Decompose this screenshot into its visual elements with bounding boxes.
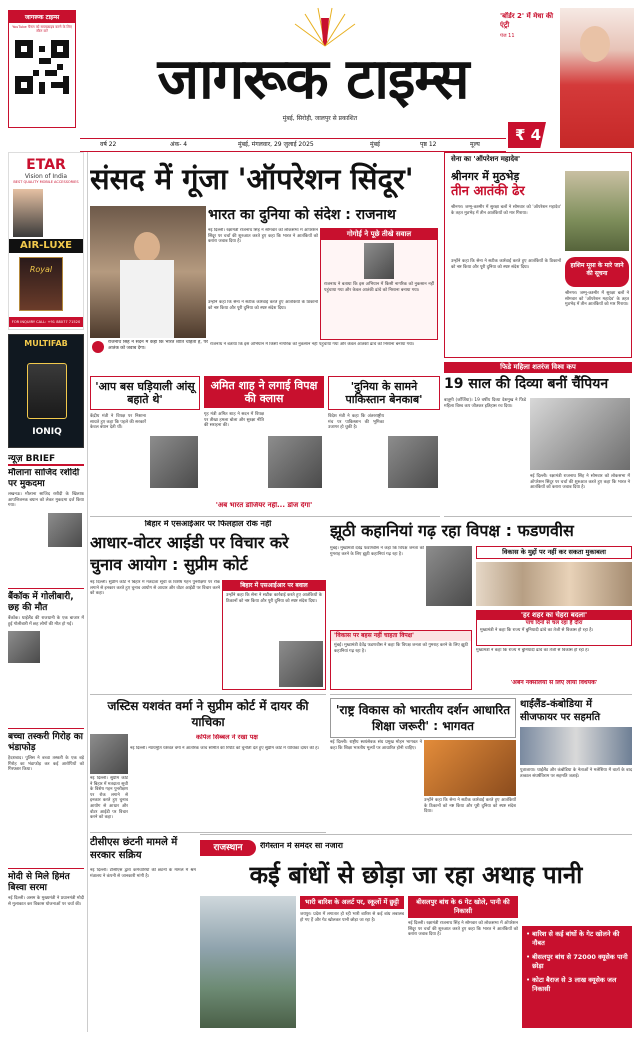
vikas-box-title: 'हर शहर का चेहरा बदला'	[477, 611, 631, 620]
dateline-bar	[80, 138, 506, 152]
lead-subhead: भारत का दुनिया को संदेश : राजनाथ	[208, 207, 396, 223]
rajasthan-photo	[200, 896, 296, 1028]
sc-box-photo	[279, 641, 323, 687]
sc-kicker: बिहार में एसआईआर पर फिलहाल रोक नहीं	[144, 520, 272, 528]
dateline-city: मुंबई	[370, 141, 380, 148]
sub-story-2	[204, 376, 324, 510]
om-badge	[565, 257, 629, 287]
multifab-brand: MULTIFAB	[24, 339, 68, 348]
qr-box	[8, 10, 76, 128]
etar-brand: ETAR	[26, 157, 66, 173]
sub-story-text: गृह मंत्री अमित शाह ने सदन में विपक्ष पर तीखा हमला बोला और सुरक्षा नीति की सराहना की।	[204, 412, 264, 429]
sub-story-photo	[388, 436, 438, 488]
rajasthan-bullet	[526, 953, 628, 971]
fadnavis-box-text: मुंबई। मुख्यमंत्री देवेंद्र फडणवीस ने कहा कि विपक्ष जनता को गुमराह करने के लिए झूठी कहानियां गढ़ रहा है।	[334, 643, 468, 654]
om-title-main: तीन आतंकी ढेर	[451, 184, 525, 199]
sub-story-1	[90, 376, 200, 510]
fadnavis-photo	[426, 546, 472, 606]
divider-line	[200, 834, 632, 835]
fadnavis-box	[330, 630, 472, 690]
brief-photo	[48, 513, 82, 547]
justice-text: नई दिल्ली। न्यायमूर्ति यशवंत वर्मा ने आंतरिक जांच समिति की रिपोर्ट को चुनौती देते हुए सुप्रीम कोर्ट में याचिका दायर की है।	[130, 746, 320, 751]
brief-text: बैंकॉक। थाईलैंड की राजधानी के एक बाजार में हुई गोलीबारी में छह लोगों की मौत हो गई।	[8, 616, 84, 627]
gogoi-title: गोगोई ने पूछे तीखे सवाल	[321, 229, 437, 240]
masthead-title: जागरूक टाइम्स	[157, 47, 469, 112]
brief-text: नई दिल्ली। असम के मुख्यमंत्री ने प्रधानमंत्री मोदी से मुलाकात कर विकास योजनाओं पर चर्चा की।	[8, 896, 84, 907]
etar-model-photo	[13, 189, 43, 237]
divider-line	[444, 516, 632, 517]
dcp-headline: टीसीएस छंटनी मामले में सरकार सक्रिय	[90, 837, 178, 861]
sub-story-text: केंद्रीय मंत्री ने विपक्ष पर निशाना साधते हुए कहा कि पहले की सरकारें केवल बयान देती थीं।	[90, 414, 146, 431]
rajasthan-bullet-text: बारिश से कई बांधों के गेट खोलने की नौबत	[532, 930, 620, 947]
masthead-tagline: मुंबई, सिरोही, जालपुर से प्रकाशित	[282, 115, 358, 122]
dateline-issue: अंक- 4	[170, 141, 188, 148]
sub-story-title: 'दुनिया के सामने पाकिस्तान बेनकाब'	[328, 376, 440, 410]
lead-text-1: नई दिल्ली। रक्षामंत्री राजनाथ सिंह ने सोमवार को लोकसभा में ऑपरेशन सिंदूर पर चर्चा की शुरुआत करते हुए कहा कि भारत ने आतंकियों को करारा जवाब दिया है।	[208, 228, 318, 245]
bullet-icon: •	[526, 976, 531, 984]
sub-story-photo	[268, 436, 322, 488]
rajasthan-bullet	[526, 976, 628, 994]
thai-headline: थाईलैंड-कंबोडिया में सीजफायर पर सहमति	[520, 699, 601, 723]
teaser-page: पेज 11	[500, 33, 515, 39]
ioniq-brand: IONIQ	[32, 427, 62, 437]
brief-item	[8, 588, 84, 728]
sc-box-text: उन्होंने कहा कि सेना ने सटीक कार्रवाई करते हुए आतंकियों के ठिकानों को नष्ट किया और पूरी दुनिया को स्पष्ट संदेश दिया।	[226, 593, 322, 604]
lead-headline: संसद में गूंजा 'ऑपरेशन सिंदूर'	[90, 162, 414, 196]
brief-title: बच्चा तस्करी गिरोह का भंडाफोड़	[8, 732, 83, 753]
bhagwat-text-2: उन्होंने कहा कि सेना ने सटीक कार्रवाई करते हुए आतंकियों के ठिकानों को नष्ट किया और पूरी दुनिया को स्पष्ट संदेश दिया।	[424, 798, 516, 815]
brief-title: बैंकॉक में गोलीबारी, छह की मौत	[8, 592, 74, 613]
chess-text-2: नई दिल्ली। रक्षामंत्री राजनाथ सिंह ने सोमवार को लोकसभा में ऑपरेशन सिंदूर पर चर्चा की शुरुआत करते हुए कहा कि भारत ने आतंकियों को करारा जवाब दिया है।	[530, 474, 630, 491]
lead-caption: राजनाथ सिंह ने सदन में कहा कि भारत शांति चाहता है, पर आतंक को जवाब देगा।	[108, 340, 208, 351]
qr-subtitle: YouTube चैनल को सब्सक्राइब करने के लिए स्कैन करें	[12, 25, 72, 34]
fadnavis-text: मुंबई। मुख्यमंत्री देवेंद्र फडणवीस ने कहा कि विपक्ष जनता को गुमराह करने के लिए झूठी कहानियां गढ़ रहा है।	[330, 546, 424, 557]
vikas-photo-strip	[476, 562, 632, 606]
chess-title: 19 साल की दिव्या बनीं चैंपियन	[444, 376, 609, 393]
operation-mahadev-box	[444, 152, 632, 358]
justice-sub: कपिल सिब्बल ने रखा पक्ष	[196, 734, 258, 741]
rajasthan-bullet-text: बीसलपुर बांध से 72000 क्यूसेक पानी छोड़ा	[532, 953, 628, 970]
bullet-icon: •	[526, 953, 531, 961]
divider-line	[90, 694, 326, 695]
dateline-year: वर्ष 22	[100, 141, 117, 148]
sc-box-title: बिहार में एसआईआर पर बवाल	[223, 581, 325, 591]
brief-photo	[8, 631, 40, 663]
teaser-photo	[560, 8, 634, 148]
etar-royal: Royal	[29, 265, 53, 274]
news-brief-label	[8, 452, 84, 466]
om-photo	[565, 171, 629, 251]
etar-product-name: AIR-LUXE	[9, 239, 83, 253]
gogoi-box	[320, 228, 438, 340]
rajasthan-box-text: नई दिल्ली। रक्षामंत्री राजनाथ सिंह ने सोमवार को लोकसभा में ऑपरेशन सिंदूर पर चर्चा की शुरुआत करते हुए कहा कि भारत ने आतंकियों को करारा जवाब दिया है।	[408, 921, 518, 938]
bullet-icon: •	[526, 930, 531, 938]
quote-line: 'अब भारत डोजियर नहीं... डोज देगा'	[215, 502, 313, 509]
rajasthan-bullet-text: कोटा बैराज से 3 लाख क्यूसेक जल निकासी	[532, 976, 617, 993]
etar-contact: FOR INQUIRY CALL: +91 88077 71520	[9, 317, 83, 327]
news-brief-column	[8, 468, 84, 1028]
fadnavis-headline: झूठी कहानियां गढ़ रहा विपक्ष : फडणवीस	[330, 521, 574, 540]
dateline-price: मूल्य	[470, 141, 480, 148]
om-title-top: श्रीनगर में मुठभेड़	[451, 170, 520, 183]
divider-line	[90, 832, 326, 833]
teaser-title: 'बॉर्डर 2' में मेधा की एंट्री	[500, 12, 554, 29]
rajasthan-bullets	[522, 926, 632, 1028]
rajasthan-box-text: जयपुर। प्रदेश में लगातार हो रही भारी बारिश से कई बांध लबालब हो गए हैं और गेट खोलकर पानी छोड़ा जा रहा है।	[300, 912, 404, 923]
bhagwat-story	[330, 698, 516, 832]
qr-code[interactable]	[15, 40, 69, 94]
fadnavis-box-title: 'विकास पर बहस नहीं चाहता विपक्ष'	[331, 631, 471, 641]
rajasthan-headline: कई बांधों से छोड़ा जा रहा अथाह पानी	[249, 861, 583, 889]
brief-title: मौलाना साजिद रशीदी पर मुकदमा	[8, 468, 80, 489]
dateline-date: मुंबई, मंगलवार, 29 जुलाई 2025	[238, 141, 314, 148]
powerbank-image	[27, 363, 67, 419]
sc-box	[222, 580, 326, 690]
divider-line	[90, 516, 440, 517]
brief-text: लखनऊ। मौलाना साजिद रशीदी के खिलाफ आपत्तिजनक बयान को लेकर मुकदमा दर्ज किया गया।	[8, 492, 84, 509]
bhagwat-text: नई दिल्ली। राष्ट्रीय स्वयंसेवक संघ प्रमुख मोहन भागवत ने कहा कि शिक्षा भारतीय मूल्यों पर आधारित होनी चाहिए।	[330, 740, 422, 751]
rajasthan-tagline: रेगिस्तान में समंदर सा नजारा	[260, 842, 343, 850]
rajasthan-label-text: राजस्थान	[213, 843, 243, 853]
divider-line	[330, 694, 632, 695]
rajasthan-box-2	[408, 896, 518, 1028]
qr-title: जागरूक टाइम्स	[9, 11, 75, 23]
vikas-sub2: 'अर्बन नक्सलियों से लिए लाया विधेयक'	[510, 680, 598, 686]
multifab-ad[interactable]	[8, 334, 84, 448]
rajasthan-bullet	[526, 930, 628, 948]
thai-text: पुत्राजाया। थाईलैंड और कंबोडिया के नेताओं ने मलेशिया में वार्ता के बाद तत्काल संघर्षविराम पर सहमति जताई।	[520, 768, 632, 779]
bhagwat-photo	[424, 740, 516, 796]
brief-text: हैदराबाद। पुलिस ने बच्चा तस्करी के एक बड़े गिरोह का भंडाफोड़ कर कई आरोपियों को गिरफ्तार किया।	[8, 756, 84, 773]
rajasthan-box-title: भारी बारिश के अलर्ट पर, स्कूलों में छुट्टी	[300, 896, 404, 909]
dateline-pages: पृष्ठ 12	[420, 141, 437, 148]
brief-item	[8, 868, 84, 1008]
column-divider	[87, 152, 88, 1032]
vikas-text: मुख्यमंत्री ने कहा कि राज्य में बुनियादी ढांचे का तेजी से विकास हो रहा है।	[476, 648, 590, 653]
lead-text-3: राजनाथ ने बताया कि इस अभियान में किसी नागरिक को नुकसान नहीं पहुंचाया गया और केवल आतंकी ढांचे को निशाना बनाया गया।	[210, 342, 415, 347]
justice-text-2: नई दिल्ली। सुप्रीम कोर्ट ने बिहार में मतदाता सूची के विशेष गहन पुनरीक्षण पर रोक लगाने से इनकार करते हुए चुनाव आयोग से आधार और वोटर आईडी पर विचार करने को कहा।	[90, 776, 128, 821]
rajasthan-box-1	[300, 896, 404, 1028]
sub-story-3	[328, 376, 440, 510]
lead-text-2: उन्होंने कहा कि सेना ने सटीक कार्रवाई करते हुए आतंकियों के ठिकानों को नष्ट किया और पूरी दुनिया को स्पष्ट संदेश दिया।	[208, 300, 318, 311]
vikas-box	[476, 610, 632, 646]
sc-text: नई दिल्ली। सुप्रीम कोर्ट ने बिहार में मतदाता सूची के विशेष गहन पुनरीक्षण पर रोक लगाने से इनकार करते हुए चुनाव आयोग से आधार और वोटर आईडी पर विचार करने को कहा।	[90, 580, 220, 597]
price-value: ₹ 4	[514, 126, 542, 144]
brief-title: मोदी से मिले हिमंत बिस्वा सरमा	[8, 872, 70, 893]
masthead-pen-logo	[290, 6, 360, 48]
brief-item	[8, 468, 84, 588]
gogoi-photo	[364, 243, 394, 279]
sub-story-text: विदेश मंत्री ने कहा कि अंतरराष्ट्रीय मंच पर पाकिस्तान की भूमिका उजागर हो चुकी है।	[328, 414, 384, 431]
red-bullet-icon	[92, 341, 104, 353]
gogoi-text: राजनाथ ने बताया कि इस अभियान में किसी नागरिक को नुकसान नहीं पहुंचाया गया और केवल आतंकी ढांचे को निशाना बनाया गया।	[324, 282, 434, 293]
rajasthan-label	[200, 840, 256, 856]
lead-photo	[90, 206, 206, 338]
sc-headline: आधार-वोटर आईडी पर विचार करे चुनाव आयोग : सुप्रीम कोर्ट	[90, 533, 289, 574]
thai-photo	[520, 727, 632, 765]
etar-subline: BEST QUALITY MOBILE ACCESSORIES	[13, 180, 79, 184]
bhagwat-headline: 'राष्ट्र विकास को भारतीय दर्शन आधारित शिक्षा जरूरी' : भागवत	[330, 698, 516, 738]
etar-ad[interactable]	[8, 152, 84, 330]
om-text: श्रीनगर। जम्मू-कश्मीर में सुरक्षा बलों ने सोमवार को 'ऑपरेशन महादेव' के तहत मुठभेड़ में तीन आतंकियों को मार गिराया।	[451, 205, 561, 216]
rajasthan-box-title: बीसलपुर बांध के 6 गेट खोले, पानी की निकासी	[408, 896, 518, 918]
etar-tagline: Vision of India	[24, 173, 68, 180]
dcp-text: नई दिल्ली। टीसीएस द्वारा कर्मचारियों की छंटनी के मामले में श्रम मंत्रालय ने कंपनी से जानकारी मांगी है।	[90, 868, 196, 879]
vikas-box-sub: पांच दिनों से चल रहा है दौरा	[525, 620, 583, 627]
vikas-kicker: विकास के मुद्दों पर नहीं कर सकता मुकाबला	[502, 548, 606, 556]
chess-kicker: फिडे महिला शतरंज विश्व कप	[444, 362, 632, 373]
sub-story-title: 'आप बस घड़ियाली आंसू बहाते थे'	[90, 376, 200, 410]
om-text-3: श्रीनगर। जम्मू-कश्मीर में सुरक्षा बलों ने सोमवार को 'ऑपरेशन महादेव' के तहत मुठभेड़ में तीन आतंकियों को मार गिराया।	[565, 291, 629, 308]
brief-item	[8, 728, 84, 868]
vikas-kicker-bar	[476, 546, 632, 559]
chess-photo	[530, 398, 630, 470]
vikas-box-text: मुख्यमंत्री ने कहा कि राज्य में बुनियादी ढांचे का तेजी से विकास हो रहा है।	[480, 628, 594, 634]
news-brief-text: न्यूज़ BRIEF	[8, 454, 56, 464]
om-text-2: उन्होंने कहा कि सेना ने सटीक कार्रवाई करते हुए आतंकियों के ठिकानों को नष्ट किया और पूरी दुनिया को स्पष्ट संदेश दिया।	[451, 259, 561, 270]
sub-story-title: अमित शाह ने लगाई विपक्ष की क्लास	[204, 376, 324, 408]
thai-story	[520, 698, 632, 832]
om-kicker: सेना का 'ऑपरेशन महादेव'	[445, 153, 632, 167]
chess-text: बातूमी (जॉर्जिया)। 19 वर्षीय दिव्या देशमुख ने फिडे महिला विश्व कप जीतकर इतिहास रच दिया।	[444, 398, 526, 409]
justice-photo	[90, 734, 128, 774]
chess-story	[444, 362, 632, 516]
justice-headline: जस्टिस यशवंत वर्मा ने सुप्रीम कोर्ट में दायर की याचिका	[107, 699, 309, 729]
sub-story-photo	[150, 436, 198, 488]
om-badge-text: हाशिम मूसा के मारे जाने की सूचना	[570, 262, 624, 277]
